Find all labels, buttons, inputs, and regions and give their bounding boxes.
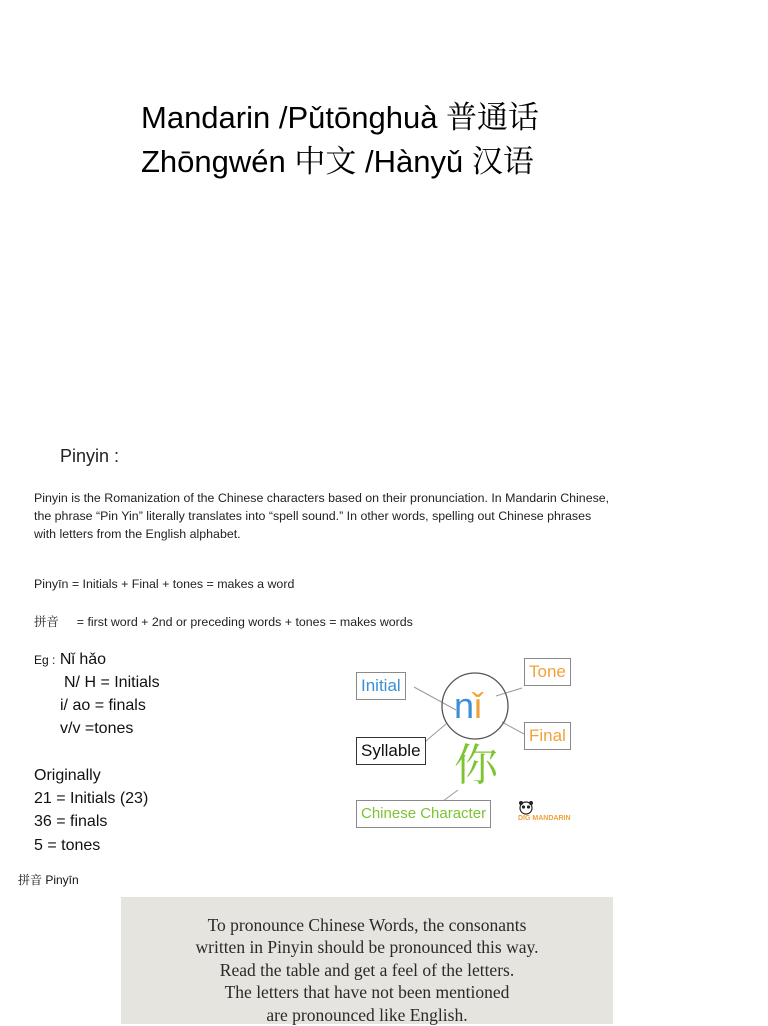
line-tone (496, 688, 522, 696)
syllable-diagram (354, 650, 590, 840)
pinyin-intro-paragraph: Pinyin is the Romanization of the Chinese characters based on their pronunciation. In Mandarin Chinese, the phrase “Pin Yin” literally translates into “spell sound.” In other words, spelling out Chinese phrases with letters from the English alphabet. (34, 491, 610, 541)
photo-text-line: To pronounce Chinese Words, the consonants (207, 915, 527, 935)
pinyin-ni (454, 685, 483, 726)
eg-word: Nǐ hǎo (59, 651, 107, 668)
page-title-line-1: Mandarin /Pǔtōnghuà 普通话 (141, 100, 540, 135)
line-initial (414, 687, 456, 710)
originally-finals: 36 = finals (34, 813, 108, 830)
originally-initials: 21 = Initials (23) (34, 790, 149, 807)
page-title-line-2: Zhōngwén 中文 /Hànyǔ 汉语 (141, 144, 534, 179)
line-final (502, 722, 524, 734)
photo-text-line: written in Pinyin should be pronounced this way. (195, 937, 539, 958)
originally-heading: Originally (34, 767, 101, 784)
logo-text: DIG MANDARIN (518, 815, 571, 822)
formula-chinese-definition: = first word + 2nd or preceding words + tones = makes words (76, 615, 413, 629)
pinyin-final-i: ǐ (474, 685, 483, 726)
chinese-character-ni: 你 (454, 741, 498, 790)
chinese-character-box: Chinese Character (356, 800, 491, 828)
panda-icon (518, 800, 534, 816)
footer-pinyin-label: 拼音 Pinyīn (18, 873, 79, 887)
pinyin-formula-latin: Pinyīn = Initials + Final + tones = makes a word (34, 577, 295, 591)
tone-box: Tone (524, 658, 571, 686)
pinyin-heading: Pinyin : (60, 446, 120, 466)
pronunciation-note-photo (121, 897, 613, 1024)
example-finals: i/ ao = finals (60, 697, 146, 714)
syllable-box: Syllable (356, 737, 426, 765)
photo-text-line: The letters that have not been mentioned (224, 982, 510, 1003)
photo-text-line: are pronounced like English. (266, 1004, 468, 1025)
formula-chinese-term: 拼音 (34, 615, 59, 629)
photo-text-line: Read the table and get a feel of the letters. (219, 959, 515, 980)
final-box: Final (524, 722, 571, 750)
eg-label: Eg : (34, 653, 56, 667)
originally-tones: 5 = tones (34, 837, 101, 854)
example-initials: N/ H = Initials (64, 674, 160, 691)
initial-box: Initial (356, 672, 406, 700)
example-line (34, 648, 106, 672)
dig-mandarin-logo (518, 800, 578, 828)
pinyin-initial-n: n (454, 685, 475, 726)
pinyin-formula-chinese (34, 612, 413, 630)
example-tones: v/v =tones (60, 720, 134, 737)
